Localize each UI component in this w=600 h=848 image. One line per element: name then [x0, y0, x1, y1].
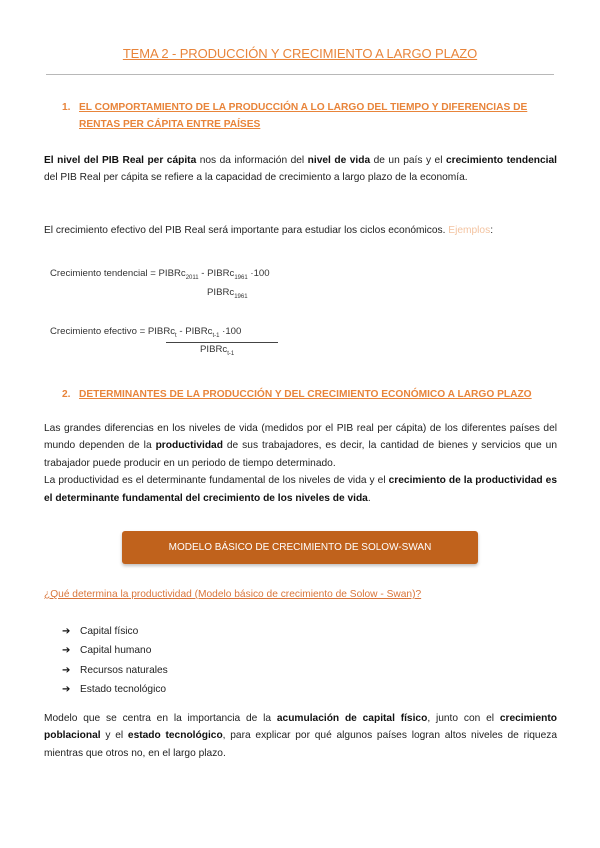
- list-item: [62, 622, 168, 641]
- bold-pib-real: El nivel del PIB Real per cápita: [44, 155, 197, 166]
- section-1-heading: [62, 99, 557, 133]
- formula-term: PIBRc: [200, 344, 228, 355]
- formula-sub: t: [175, 332, 177, 339]
- text: y el: [100, 730, 128, 742]
- bold-acumulacion-capital: acumulación de capital físico: [276, 713, 428, 724]
- formula-term: = PIBRc: [136, 326, 176, 337]
- list-item-label: Capital físico: [80, 626, 139, 637]
- ejemplos-link[interactable]: Ejemplos: [448, 225, 491, 236]
- arrow-right-icon: ➔: [62, 664, 71, 676]
- list-item-label: Capital humano: [80, 645, 152, 657]
- bold-productividad: productividad: [155, 440, 223, 452]
- bold-nivel-vida: nivel de vida: [307, 155, 371, 166]
- title-divider: [46, 74, 554, 75]
- text: :: [490, 225, 494, 236]
- text: La productividad es el determinante fundamental de los niveles de vida y el: [44, 475, 389, 487]
- formula-term: = PIBRc: [147, 268, 186, 279]
- bold-crecimiento-productividad: crecimiento de la productividad es el determinante fundamental del crecimiento de los niveles de vida: [44, 475, 558, 504]
- paragraph-modelo: [44, 710, 557, 762]
- productivity-factors-list: [62, 622, 168, 699]
- list-item-label: Recursos naturales: [80, 664, 168, 676]
- formula-label: Crecimiento efectivo: [50, 326, 137, 337]
- section-2-number: 2.: [62, 389, 71, 400]
- bold-estado-tecnologico: estado tecnológico: [127, 730, 223, 742]
- formula-sub: t-1: [212, 332, 220, 339]
- text: El crecimiento efectivo del PIB Real será importante para estudiar los ciclos económicos.: [44, 225, 449, 236]
- document-title: TEMA 2 - PRODUCCIÓN Y CRECIMIENTO A LARGO PLAZO: [122, 46, 478, 61]
- arrow-right-icon: ➔: [62, 626, 71, 637]
- text: Modelo que se centra en la importancia de la: [44, 713, 277, 724]
- list-item-label: Estado tecnológico: [80, 683, 167, 695]
- formula-term: PIBRc: [207, 287, 235, 298]
- formula-sub: t-1: [227, 350, 235, 357]
- formula-sub: 2011: [185, 274, 199, 281]
- formula-term: - PIBRc: [198, 268, 235, 279]
- text: .: [367, 492, 371, 504]
- text: de un país y el: [370, 155, 446, 166]
- text: nos da información del: [196, 155, 308, 166]
- formula-sub: 1961: [234, 274, 248, 281]
- text: del PIB Real per cápita se refiere a la capacidad de crecimiento a largo plazo de la economía.: [44, 172, 468, 184]
- question-heading: ¿Qué determina la productividad (Modelo básico de crecimiento de Solow - Swan)?: [44, 589, 422, 600]
- arrow-right-icon: ➔: [62, 645, 71, 657]
- text: , junto con el: [427, 713, 500, 724]
- list-item: [62, 661, 168, 680]
- text: , para explicar por qué algunos países logran altos niveles de riqueza mientras que otros no, en el largo plazo.: [44, 730, 558, 759]
- formula-2-fraction-bar: [166, 342, 278, 343]
- paragraph-crecimiento-efectivo: [44, 222, 557, 239]
- text: de sus trabajadores, es decir, la cantidad de bienes y servicios que un trabajador puede producir en un periodo de tiempo determinado.: [44, 440, 557, 469]
- formula-term: ·100: [247, 268, 270, 279]
- bold-crecimiento-poblacional: crecimiento poblacional: [44, 713, 557, 742]
- formula-crecimiento-efectivo: [50, 326, 241, 339]
- bold-crecimiento-tendencial: crecimiento tendencial: [445, 155, 558, 166]
- section-1-title-line2: RENTAS PER CÁPITA ENTRE PAÍSES: [79, 119, 261, 130]
- formula-sub: 1961: [234, 293, 248, 300]
- formula-label: Crecimiento tendencial: [50, 268, 148, 279]
- formula-1-denominator: [207, 287, 248, 300]
- section-1-number: 1.: [62, 102, 71, 113]
- section-2-heading: [62, 386, 557, 403]
- paragraph-pib-nivel-vida: [44, 152, 557, 187]
- formula-2-denominator: [200, 344, 234, 357]
- paragraph-productividad: [44, 420, 557, 507]
- formula-term: ·100: [219, 326, 242, 337]
- formula-crecimiento-tendencial: [50, 268, 270, 281]
- text: Las grandes diferencias en los niveles de vida (medidos por el PIB real per cápita) de los diferentes países del mundo dependen de la: [44, 423, 557, 452]
- solow-swan-banner: MODELO BÁSICO DE CRECIMIENTO DE SOLOW-SWAN: [122, 531, 478, 564]
- formula-term: - PIBRc: [176, 326, 213, 337]
- list-item: [62, 641, 168, 660]
- list-item: [62, 680, 168, 699]
- arrow-right-icon: ➔: [62, 683, 71, 695]
- section-1-title-line1: EL COMPORTAMIENTO DE LA PRODUCCIÓN A LO LARGO DEL TIEMPO Y DIFERENCIAS DE: [79, 102, 528, 113]
- section-2-title: DETERMINANTES DE LA PRODUCCIÓN Y DEL CRECIMIENTO ECONÓMICO A LARGO PLAZO: [79, 389, 532, 400]
